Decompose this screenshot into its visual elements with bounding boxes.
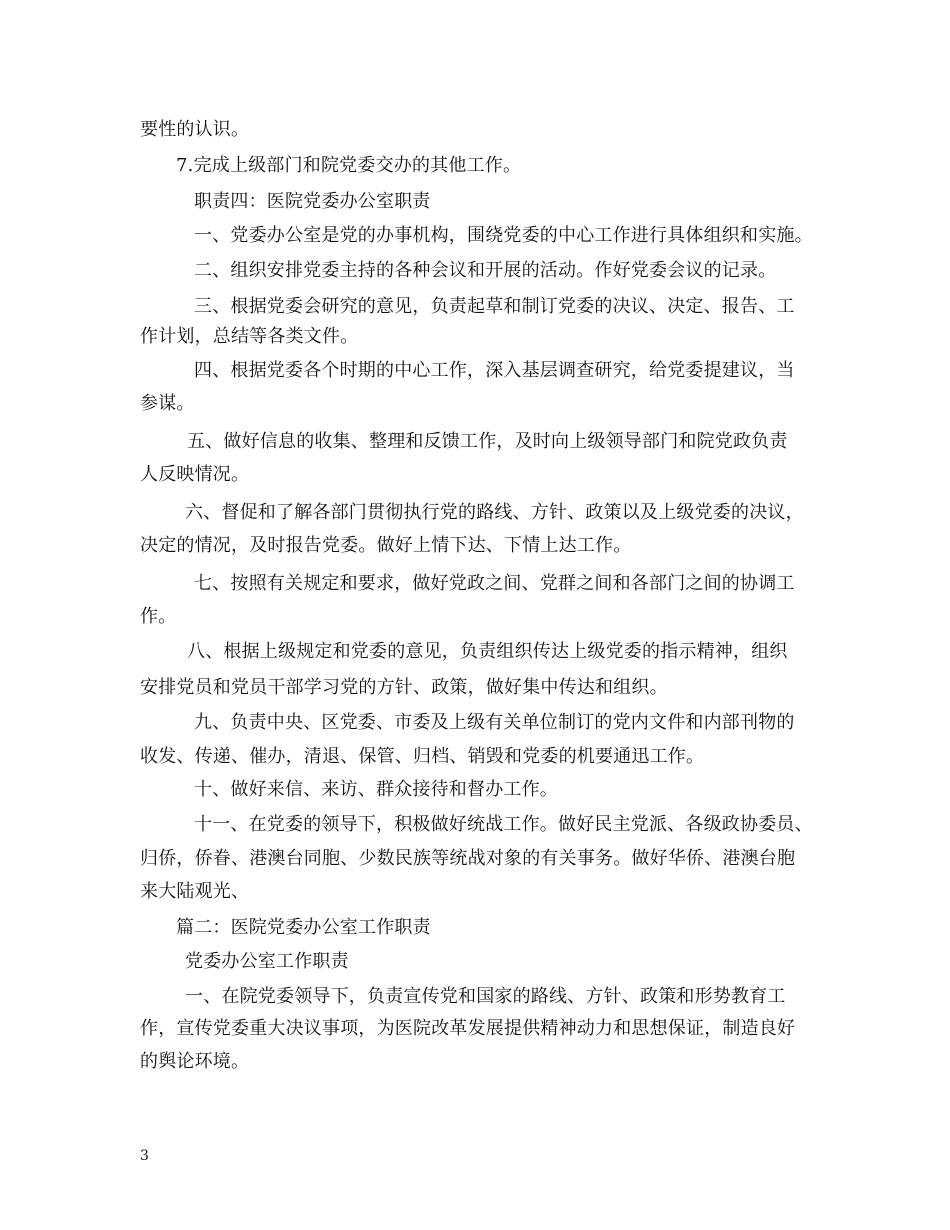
text-line: 作，宣传党委重大决议事项，为医院改革发展提供精神动力和思想保证，制造良好 xyxy=(140,1018,796,1039)
text-line: 来大陆观光、 xyxy=(140,881,250,902)
text-line: 八、根据上级规定和党委的意见，负责组织传达上级党委的指示精神，组织 xyxy=(187,641,788,662)
text-line: 归侨，侨眷、港澳台同胞、少数民族等统战对象的有关事务。做好华侨、港澳台胞 xyxy=(140,848,796,869)
text-line: 一、党委办公室是党的办事机构，围绕党委的中心工作进行具体组织和实施。 xyxy=(194,225,813,246)
text-line: 五、做好信息的收集、整理和反馈工作，及时向上级领导部门和院党政负责 xyxy=(187,431,788,452)
text-line: 的舆论环境。 xyxy=(140,1051,250,1072)
text-line: 十、做好来信、来访、群众接待和督办工作。 xyxy=(194,779,558,800)
text-line: 安排党员和党员干部学习党的方针、政策，做好集中传达和组织。 xyxy=(140,677,668,698)
text-line: 作。 xyxy=(140,606,177,627)
text-line: 三、根据党委会研究的意见，负责起草和制订党委的决议、决定、报告、工 xyxy=(194,296,795,317)
section-heading: 篇二：医院党委办公室工作职责 xyxy=(176,917,431,938)
text-line: 要性的认识。 xyxy=(140,119,250,140)
text-line: 收发、传递、催办，清退、保管、归档、销毁和党委的机要通迅工作。 xyxy=(140,746,705,767)
text-line: 7.完成上级部门和院党委交办的其他工作。 xyxy=(176,155,522,176)
text-line: 人反映情况。 xyxy=(140,464,250,485)
page-number: 3 xyxy=(140,1148,149,1164)
text-line: 一、在院党委领导下，负责宣传党和国家的路线、方针、政策和形势教育工 xyxy=(185,986,786,1007)
text-line: 作计划，总结等各类文件。 xyxy=(140,326,359,347)
text-line: 六、督促和了解各部门贯彻执行党的路线、方针、政策以及上级党委的决议， xyxy=(185,502,804,523)
text-line: 参谋。 xyxy=(140,393,195,414)
text-line: 九、负责中央、区党委、市委及上级有关单位制订的党内文件和内部刊物的 xyxy=(194,712,795,733)
subsection-heading: 党委办公室工作职责 xyxy=(185,951,349,972)
text-line: 四、根据党委各个时期的中心工作，深入基层调查研究，给党委提建议，当 xyxy=(194,360,795,381)
section-heading: 职责四：医院党委办公室职责 xyxy=(194,191,431,212)
text-line: 决定的情况，及时报告党委。做好上情下达、下情上达工作。 xyxy=(140,535,632,556)
text-line: 二、组织安排党委主持的各种会议和开展的活动。作好党委会议的记录。 xyxy=(194,260,777,281)
text-line: 十一、在党委的领导下，积极做好统战工作。做好民主党派、各级政协委员、 xyxy=(194,814,813,835)
text-line: 七、按照有关规定和要求，做好党政之间、党群之间和各部门之间的协调工 xyxy=(194,573,795,594)
